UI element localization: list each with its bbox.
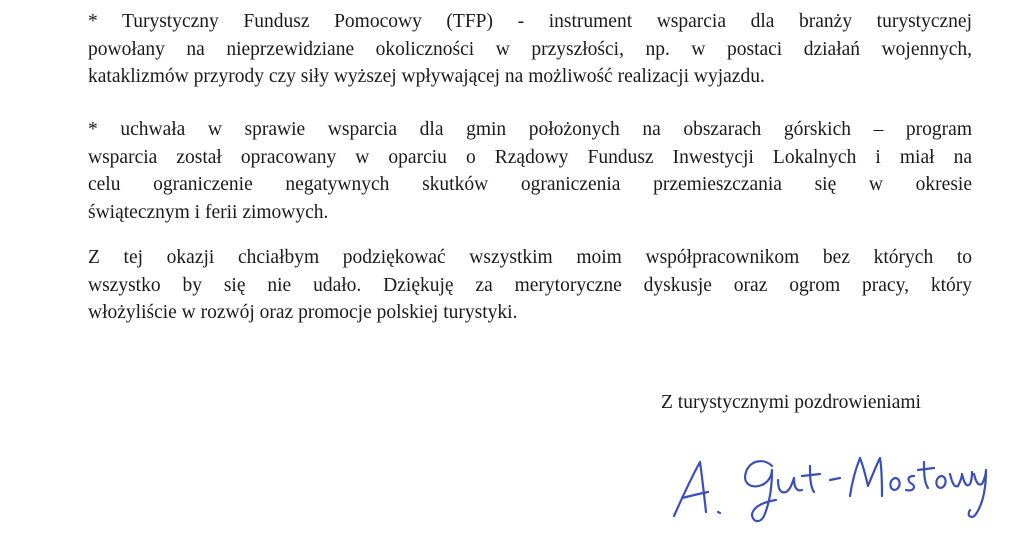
closing-salutation: Z turystycznymi pozdrowieniami — [661, 392, 921, 413]
paragraph-line: świątecznym i ferii zimowych. — [88, 201, 329, 223]
paragraph-line: kataklizmów przyrody czy siły wyższej wpływającej na możliwość realizacji wyjazdu. — [88, 66, 765, 87]
paragraph-line: wsparcia został opracowany w oparciu o Rządowy Fundusz Inwestycji Lokalnych i miał na — [88, 146, 972, 168]
paragraph-thanks — [88, 244, 972, 327]
paragraph-line: powołany na nieprzewidziane okoliczności w przyszłości, np. w postaci działań wojennych, — [88, 38, 972, 60]
paragraph-line: wszystko by się nie udało. Dziękuję za merytoryczne dyskusje oraz ogrom pracy, który — [88, 274, 972, 296]
paragraph-tfp — [88, 8, 972, 91]
paragraph-line: * uchwała w sprawie wsparcia dla gmin położonych na obszarach górskich – program — [88, 119, 972, 140]
paragraph-line: celu ograniczenie negatywnych skutków ograniczenia przemieszczania się w okresie — [88, 174, 972, 195]
handwritten-signature — [660, 440, 990, 530]
paragraph-line: Z tej okazji chciałbym podziękować wszystkim moim współpracownikom bez których to — [88, 247, 972, 268]
paragraph-line: * Turystyczny Fundusz Pomocowy (TFP) - instrument wsparcia dla branży turystycznej — [88, 11, 972, 32]
paragraph-line: włożyliście w rozwój oraz promocje polskiej turystyki. — [88, 302, 518, 323]
paragraph-mountain-resolution — [88, 116, 972, 226]
